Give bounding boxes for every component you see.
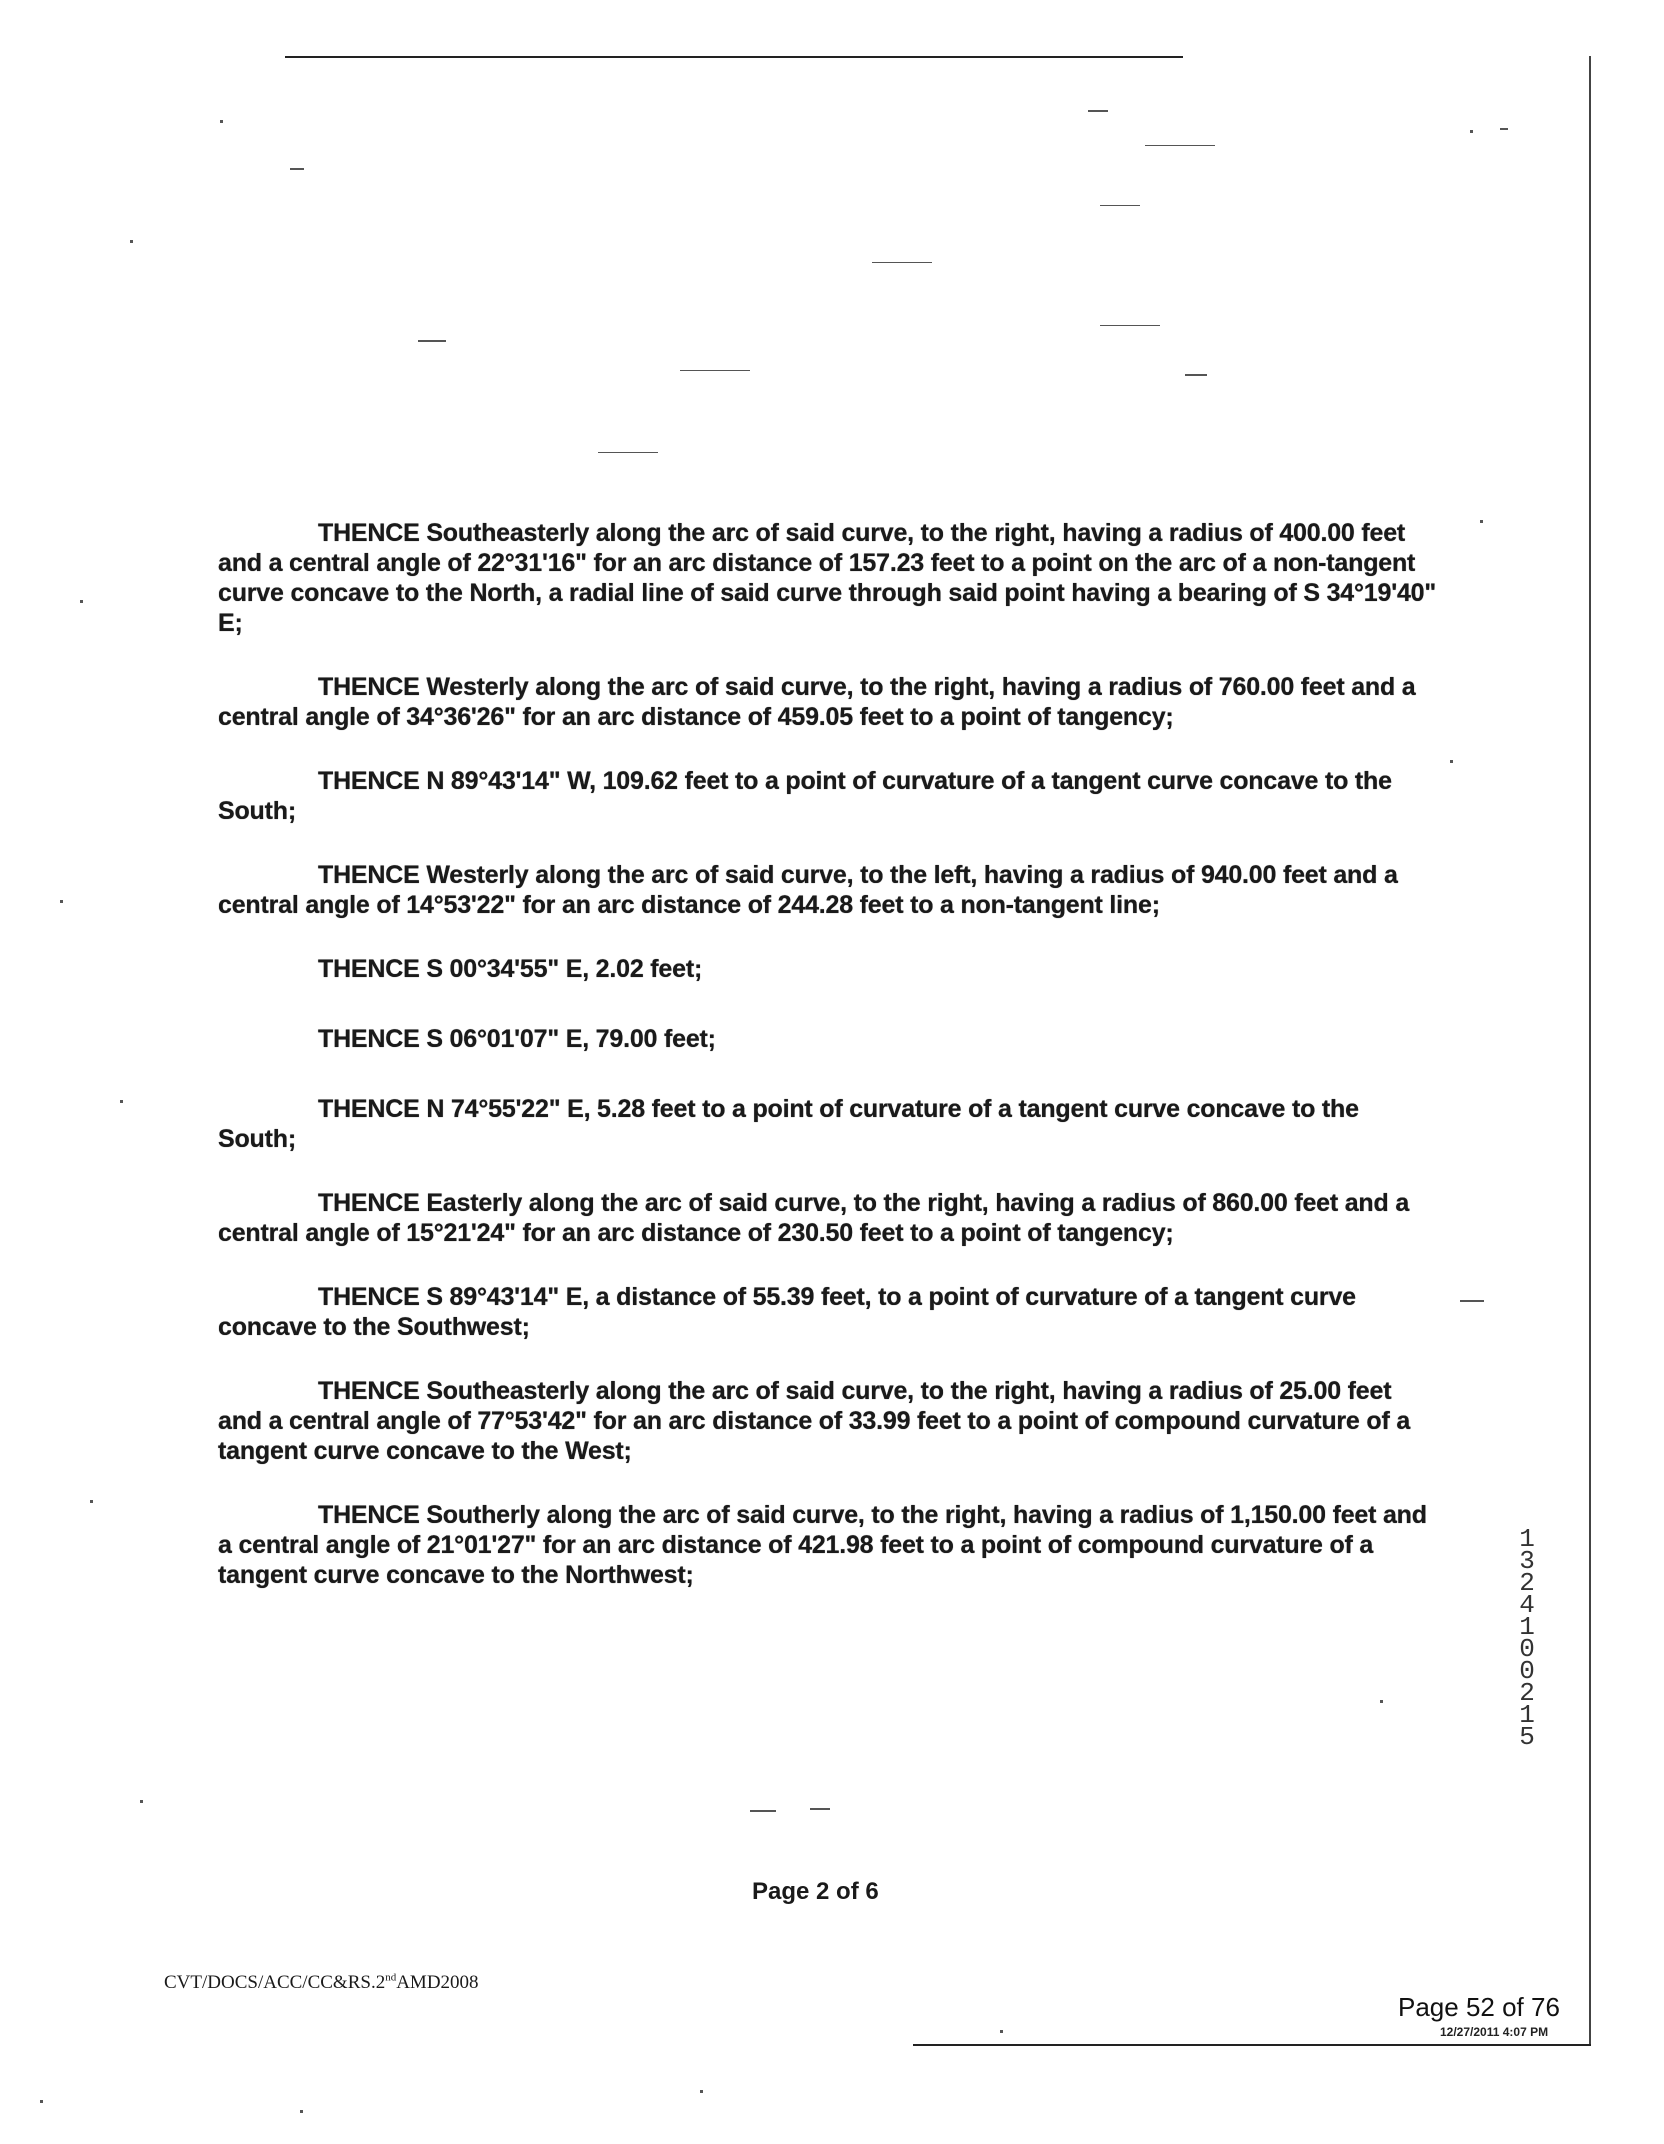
thence-paragraph: THENCE N 74°55'22" E, 5.28 feet to a point of curvature of a tangent curve concave to the South;: [218, 1095, 1359, 1153]
thence-paragraph: THENCE Westerly along the arc of said curve, to the left, having a radius of 940.00 feet and a central angle of 14°53'22" for an arc distance of 244.28 feet to a non-tangent line;: [218, 861, 1398, 919]
doc-ref-prefix: CVT/DOCS/ACC/CC&RS.2: [164, 1972, 386, 1993]
thence-paragraph: THENCE S 00°34'55" E, 2.02 feet;: [318, 955, 703, 983]
thence-paragraph: THENCE S 89°43'14" E, a distance of 55.39 feet, to a point of curvature of a tangent curve concave to the Southwest;: [218, 1283, 1356, 1341]
thence-paragraph: THENCE N 89°43'14" W, 109.62 feet to a point of curvature of a tangent curve concave to the South;: [218, 767, 1392, 825]
doc-ref-suffix: AMD2008: [396, 1972, 479, 1993]
recording-stamp-number: 13241 00215: [1519, 1524, 1535, 1752]
legal-description-body: [218, 518, 1440, 1624]
thence-paragraph: THENCE Easterly along the arc of said curve, to the right, having a radius of 860.00 feet and a central angle of 15°21'24" for an arc distance of 230.50 feet to a point of tangency;: [218, 1189, 1410, 1247]
bottom-rule: [913, 2044, 1591, 2046]
thence-paragraph: THENCE Southeasterly along the arc of said curve, to the right, having a radius of 400.00 feet and a central angle of 22°31'16" for an arc distance of 157.23 feet to a point on the arc of a non-tangent curve concave to the North, a radial line of said curve through said point having a bearing of S 34°19'40" E;: [218, 519, 1437, 637]
thence-paragraph: THENCE S 06°01'07" E, 79.00 feet;: [318, 1025, 716, 1053]
thence-paragraph: THENCE Southerly along the arc of said curve, to the right, having a radius of 1,150.00 feet and a central angle of 21°01'27" for an arc distance of 421.98 feet to a point of compound curvature of a tangent curve concave to the Northwest;: [218, 1501, 1427, 1589]
page-counter: Page 52 of 76: [1398, 1992, 1560, 2022]
print-timestamp: 12/27/2011 4:07 PM: [1440, 2025, 1549, 2039]
right-border-line: [1589, 56, 1591, 2046]
thence-paragraph: THENCE Southeasterly along the arc of said curve, to the right, having a radius of 25.00 feet and a central angle of 77°53'42" for an arc distance of 33.99 feet to a point of compound curvature of a tangent curve concave to the West;: [218, 1377, 1411, 1465]
top-rule: [285, 56, 1183, 58]
doc-ref-superscript: nd: [385, 1971, 397, 1984]
document-reference: [164, 1972, 479, 1994]
thence-paragraph: THENCE Westerly along the arc of said curve, to the right, having a radius of 760.00 feet and a central angle of 34°36'26" for an arc distance of 459.05 feet to a point of tangency;: [218, 673, 1416, 731]
page-of-label: Page 2 of 6: [752, 1878, 879, 1905]
